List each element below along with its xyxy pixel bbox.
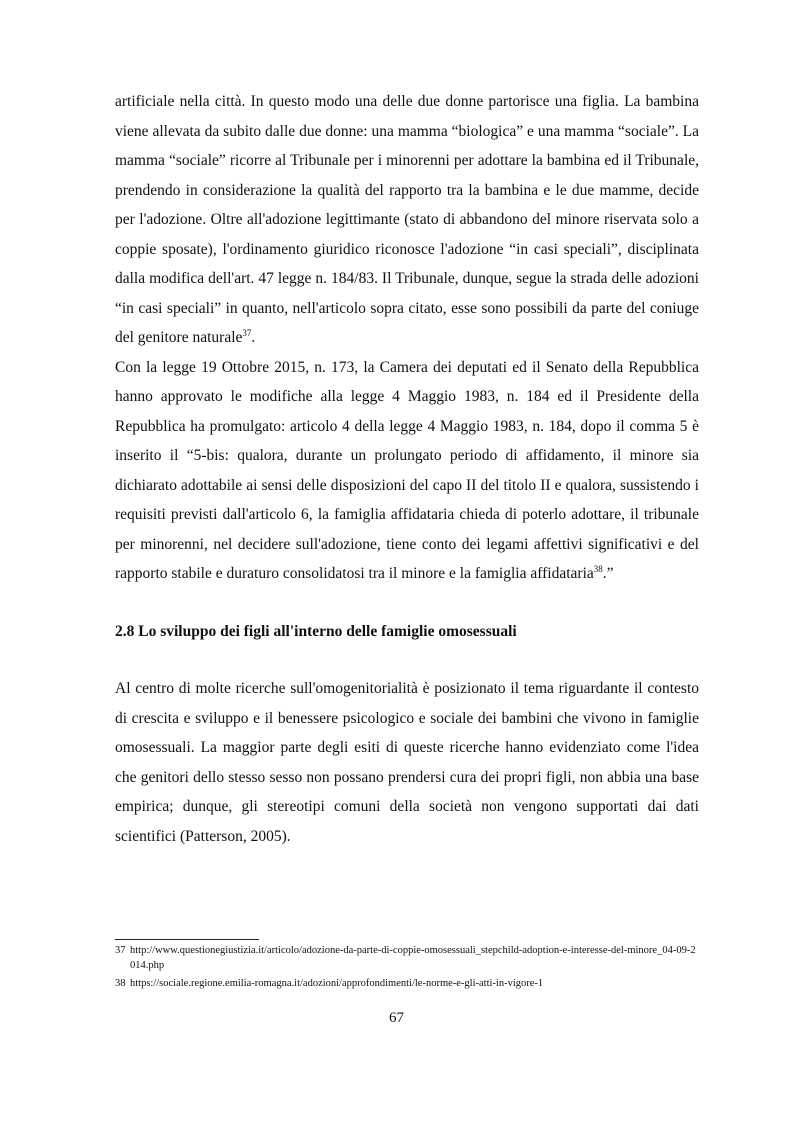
footnote-number: 37	[115, 945, 126, 956]
paragraph-law-173	[115, 353, 699, 589]
page-number: 67	[389, 1010, 404, 1026]
paragraph-adoption-case	[115, 87, 699, 353]
footnote-38	[115, 977, 699, 992]
footnote-37	[115, 944, 699, 973]
paragraph-2-end: .”	[602, 565, 614, 582]
section-heading: 2.8 Lo sviluppo dei figli all'interno delle famiglie omosessuali	[115, 622, 517, 640]
paragraph-1-end: .	[251, 329, 256, 346]
footnote-link[interactable]: https://sociale.regione.emilia-romagna.it/adozioni/approfondimenti/le-norme-e-gli-atti-in-vigore-1	[130, 978, 544, 989]
footnote-divider	[115, 939, 259, 940]
paragraph-2-text: Con la legge 19 Ottobre 2015, n. 173, la Camera dei deputati ed il Senato della Repubblica hanno approvato le modifiche alla legge 4 Maggio 1983, n. 184 ed il Presidente della Repubblica ha promulgato: articolo 4 della legge 4 Maggio 1983, n. 184, dopo il comma 5 è inserito il “5-bis: qualora, durante un prolungato periodo di affidamento, il minore sia dichiarato adottabile ai sensi delle disposizioni del capo II del titolo II e qualora, sussistendo i requisiti previsti dall'articolo 6, la famiglia affidataria chieda di poterlo adottare, il tribunale per minorenni, nel decidere sull'adozione, tiene conto dei legami affettivi significativi e del rapporto stabile e duraturo consolidatosi tra il minore e la famiglia affidataria	[115, 358, 699, 582]
footnote-link[interactable]: http://www.questionegiustizia.it/articolo/adozione-da-parte-di-coppie-omosessuali_stepchild-adoption-e-interesse-del-minore_04-09-2014.php	[130, 945, 696, 971]
paragraph-1-text: artificiale nella città. In questo modo una delle due donne partorisce una figlia. La bambina viene allevata da subito dalle due donne: una mamma “biologica” e una mamma “sociale”. La mamma “sociale” ricorre al Tribunale per i minorenni per adottare la bambina ed il Tribunale, prendendo in considerazione la qualità del rapporto tra la bambina e le due mamme, decide per l'adozione. Oltre all'adozione legittimante (stato di abbandono del minore riservata solo a coppie sposate), l'ordinamento giuridico riconosce l'adozione “in casi speciali”, disciplinata dalla modifica dell'art. 47 legge n. 184/83. Il Tribunale, dunque, segue la strada delle adozioni “in casi speciali” in quanto, nell'articolo sopra citato, esse sono possibili da parte del coniuge del genitore naturale	[115, 93, 699, 346]
footnote-number: 38	[115, 978, 126, 989]
page-body	[115, 87, 699, 851]
paragraph-research: Al centro di molte ricerche sull'omogenitorialità è posizionato il tema riguardante il contesto di crescita e sviluppo e il benessere psicologico e sociale dei bambini che vivono in famiglie omosessuali. La maggior parte degli esiti di queste ricerche hanno evidenziato come l'idea che genitori dello stesso sesso non possano prendersi cura dei propri figli, non abbia una base empirica; dunque, gli stereotipi comuni della società non vengono supportati dai dati scientifici (Patterson, 2005).	[115, 680, 699, 845]
footnotes	[115, 944, 699, 996]
footnote-ref-37: 37	[242, 327, 252, 338]
footnote-ref-38: 38	[593, 563, 603, 574]
